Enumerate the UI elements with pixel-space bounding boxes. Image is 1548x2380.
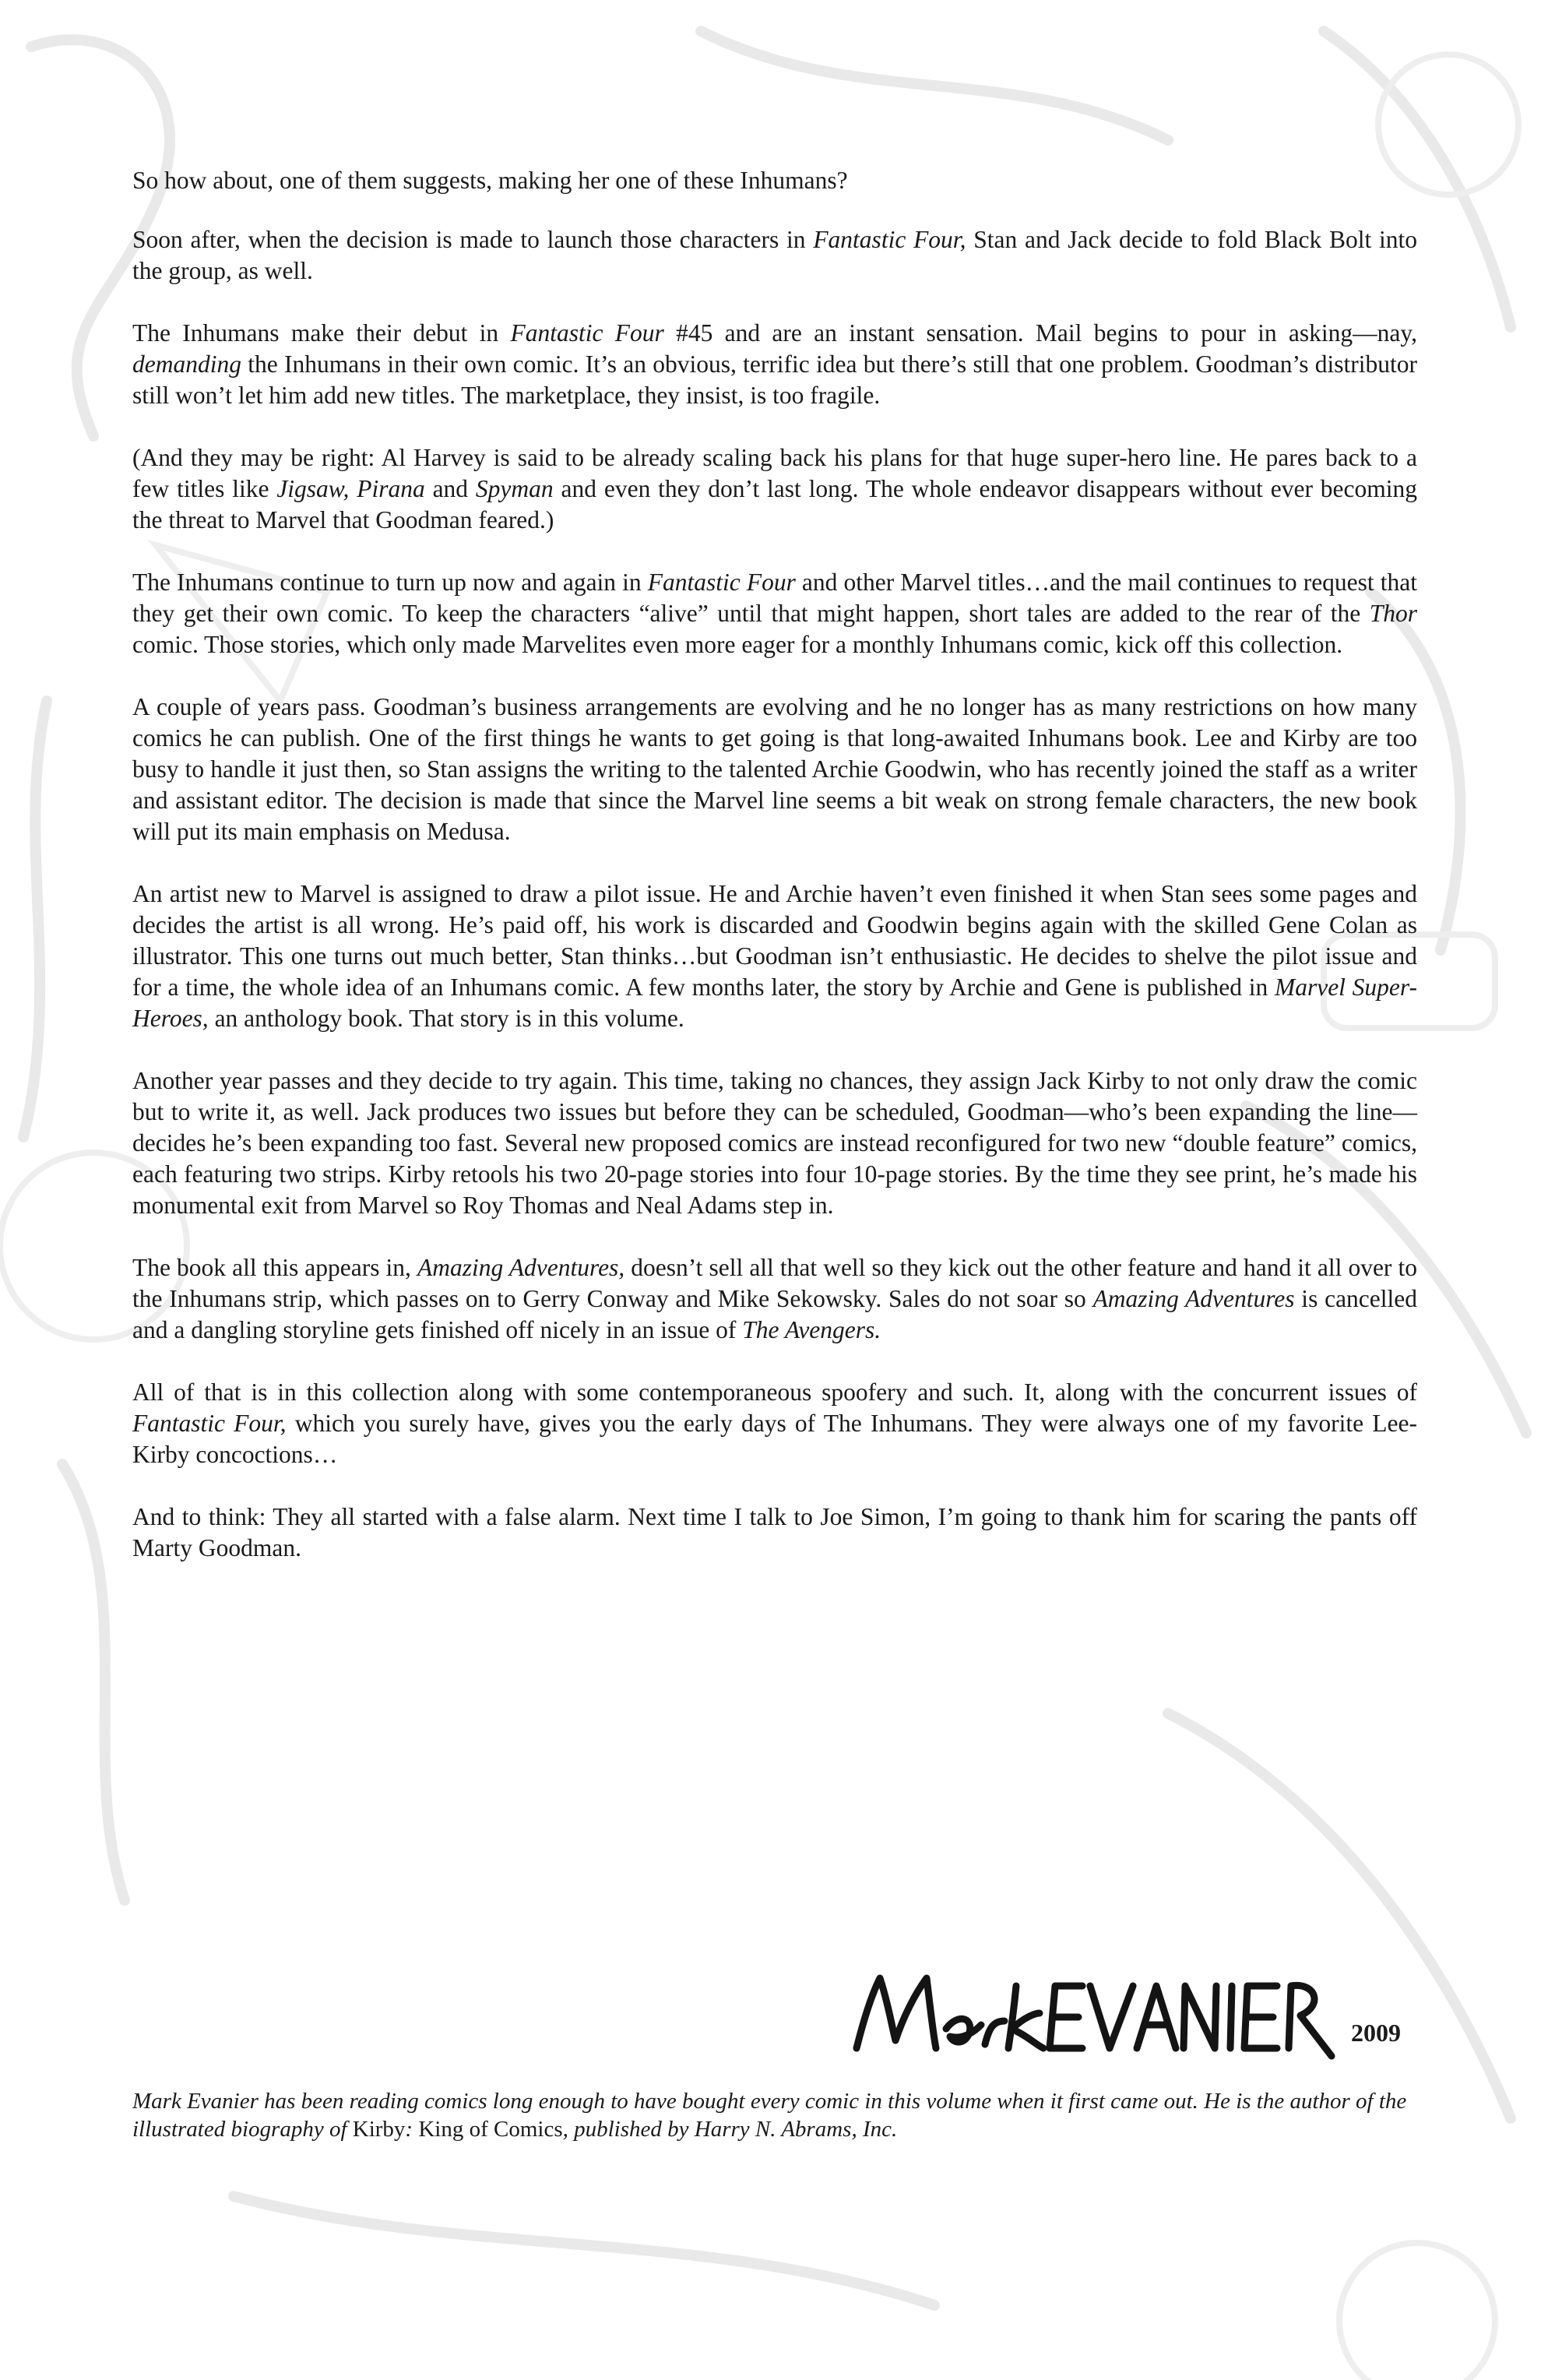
italic-run: Fantastic Four	[647, 569, 796, 596]
text-run: is cancelled and a dangling storyline gets finished off nicely in an issue of	[132, 1285, 1417, 1343]
paragraph-3	[132, 318, 1417, 411]
paragraph-7	[132, 878, 1417, 1034]
italic-run: Thor	[1369, 600, 1417, 627]
text-run: Another year passes and they decide to try again. This time, taking no chances, they assign Jack Kirby to not only draw the comic but to write it, as well. Jack produces two issues but before they can be scheduled, Goodman—who’s been expanding the line—decides he’s been expanding too fast. Several new proposed comics are instead reconfigured for two new “double feature” comics, each featuring two strips. Kirby retools his two 20-page stories into four 10-page stories. By the time they see print, he’s made his monumental exit from Marvel so Roy Thomas and Neal Adams step in.	[132, 1067, 1417, 1219]
book-title-run: King of Comics	[418, 2117, 563, 2142]
text-run: Stan and Jack decide to fold Black Bolt into the group, as well.	[132, 226, 1417, 284]
author-bio	[132, 2087, 1417, 2143]
text-run: doesn’t sell all that well so they kick out the other feature and hand it all over to the Inhumans strip, which passes on to Gerry Conway and Mike Sekowsky. Sales do not soar so	[132, 1254, 1417, 1312]
text-run: and even they don’t last long. The whole endeavor disappears without ever becoming the threat to Marvel that Goodman feared.)	[132, 475, 1418, 533]
italic-run: Amazing Adventures,	[417, 1254, 625, 1281]
text-run: #45 and are an instant sensation. Mail begins to pour in asking—nay,	[663, 319, 1417, 347]
text-run: The book all this appears in,	[132, 1254, 418, 1281]
italic-run: Spyman	[475, 475, 554, 502]
italic-run: The Avengers.	[742, 1316, 881, 1343]
text-run: All of that is in this collection along with some contemporaneous spoofery and such. It, along with the concurrent issues of	[132, 1378, 1417, 1406]
text-run: A couple of years pass. Goodman’s business arrangements are evolving and he no longer has as many restrictions on how many comics he can publish. One of the first things he wants to get going is that long-awaited Inhumans book. Lee and Kirby are too busy to handle it just then, so Stan assigns the writing to the talented Archie Goodwin, who has recently joined the staff as a writer and assistant editor. The decision is made that since the Marvel line seems a bit weak on strong female characters, the new book will put its main emphasis on Medusa.	[132, 693, 1417, 845]
italic-run: demanding	[132, 350, 241, 378]
italic-run: Fantastic Four,	[813, 226, 966, 253]
paragraph-10	[132, 1377, 1417, 1470]
text-run: the Inhumans in their own comic. It’s an obvious, terrific idea but there’s still that one problem. Goodman’s distributor still won’t let him add new titles. The marketplace, they insist, is too fragile.	[132, 350, 1417, 409]
paragraph-2	[132, 224, 1417, 287]
text-run: The Inhumans continue to turn up now and again in	[132, 569, 648, 596]
italic-run: Marvel Super-Heroes,	[132, 973, 1418, 1032]
italic-run: Amazing Adventures	[1092, 1285, 1295, 1312]
signature-year: 2009	[1351, 2019, 1401, 2047]
text-run: The Inhumans make their debut in	[132, 319, 511, 347]
text-run: and other Marvel titles…and the mail continues to request that they get their own comic. To keep the characters “alive” until that might happen, short tales are added to the rear of the	[132, 569, 1417, 627]
bio-run: :	[405, 2117, 419, 2142]
text-run: and	[424, 475, 476, 502]
bio-run: Mark Evanier has been reading comics long enough to have bought every comic in this volume when it first came out. He is the author of the illustrated biography of	[132, 2089, 1407, 2142]
italic-run: Fantastic Four	[510, 319, 664, 347]
text-run: So how about, one of them suggests, making her one of these Inhumans?	[132, 167, 848, 194]
text-run: Soon after, when the decision is made to launch those characters in	[132, 226, 814, 253]
book-title-run: Kirby	[352, 2117, 406, 2142]
article-body	[132, 165, 1417, 1595]
italic-run: Fantastic Four,	[132, 1410, 287, 1437]
paragraph-4	[132, 442, 1417, 536]
paragraph-9	[132, 1252, 1417, 1346]
paragraph-11	[132, 1502, 1417, 1564]
paragraph-5	[132, 567, 1417, 660]
italic-run: Jigsaw, Pirana	[276, 475, 425, 502]
text-run: which you surely have, gives you the early days of The Inhumans. They were always one of my favorite Lee-Kirby concoctions…	[132, 1410, 1417, 1468]
paragraph-1	[132, 165, 1417, 196]
bio-run: , published by Harry N. Abrams, Inc.	[562, 2117, 898, 2142]
text-run: An artist new to Marvel is assigned to draw a pilot issue. He and Archie haven’t even finished it when Stan sees some pages and decides the artist is all wrong. He’s paid off, his work is discarded and Goodwin begins again with the skilled Gene Colan as illustrator. This one turns out much better, Stan thinks…but Goodman isn’t enthusiastic. He decides to shelve the pilot issue and for a time, the whole idea of an Inhumans comic. A few months later, the story by Archie and Gene is published in	[132, 880, 1417, 1001]
text-run: (And they may be right: Al Harvey is said to be already scaling back his plans for that huge super-hero line. He pares back to a few titles like	[132, 444, 1417, 502]
paragraph-6	[132, 692, 1417, 847]
handwritten-signature	[849, 1970, 1347, 2064]
text-run: comic. Those stories, which only made Marvelites even more eager for a monthly Inhumans comic, kick off this collection.	[132, 631, 1343, 658]
paragraph-8	[132, 1065, 1417, 1221]
text-run: an anthology book. That story is in this volume.	[208, 1005, 684, 1032]
text-run: And to think: They all started with a false alarm. Next time I talk to Joe Simon, I’m going to thank him for scaring the pants off Marty Goodman.	[132, 1503, 1417, 1561]
